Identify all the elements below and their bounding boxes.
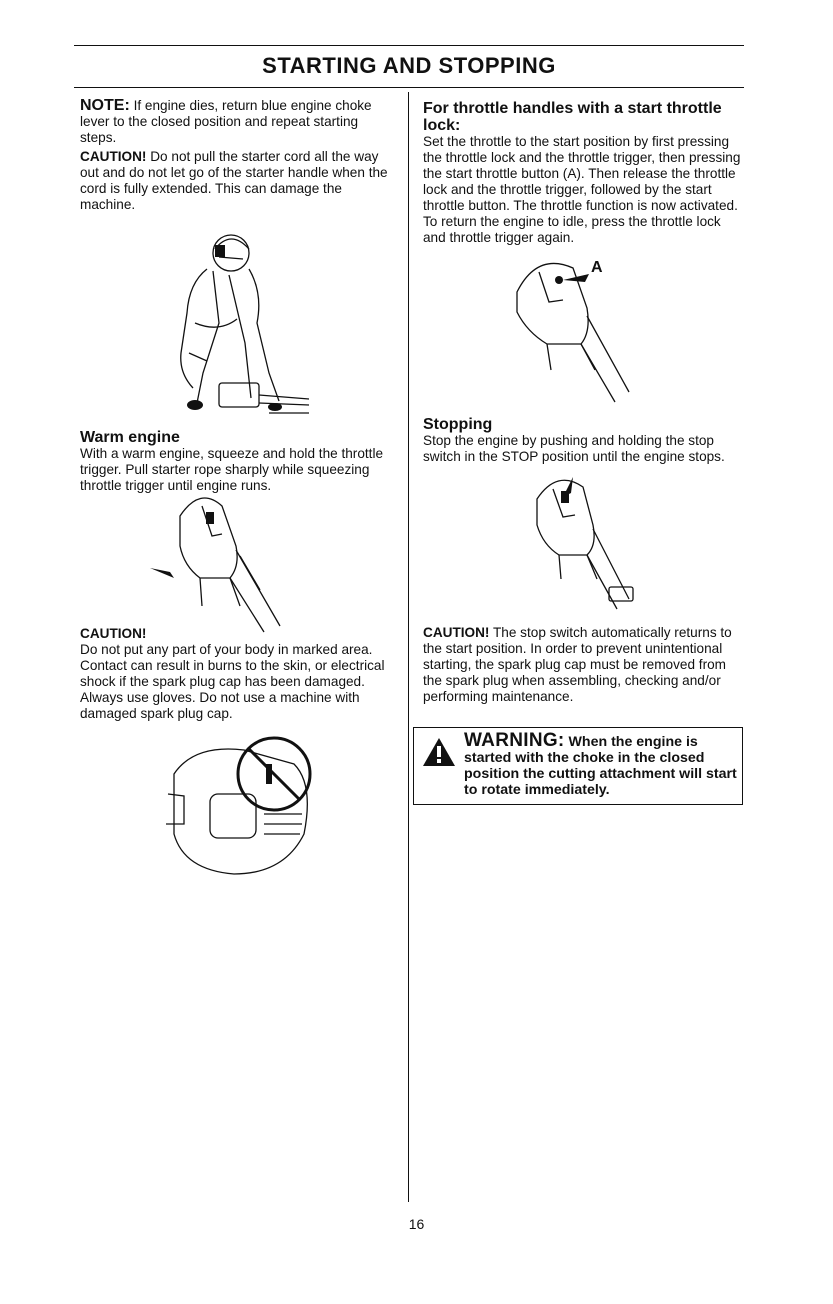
warning-label: WARNING:	[464, 730, 565, 751]
caution-starter-paragraph	[80, 149, 398, 213]
warning-text-block	[464, 730, 738, 798]
caution-label: CAUTION!	[80, 149, 147, 164]
note-text: If engine dies, return blue engine choke lever to the closed position and repeat starting steps.	[80, 98, 372, 145]
stopping-heading: Stopping	[423, 416, 493, 433]
caution-stop-text: The stop switch automatically returns to the start position. In order to prevent unintentional starting, the spark plug cap must be removed from the spark plug when assembling, checking and/or performing maintenance.	[423, 625, 732, 704]
page-title: STARTING AND STOPPING	[262, 53, 556, 78]
throttle-handle-squeeze-illustration	[140, 486, 300, 636]
callout-a-label: A	[591, 259, 603, 276]
stopping-text: Stop the engine by pushing and holding the stop switch in the STOP position until the engine stops.	[423, 433, 725, 464]
caution-burns-label: CAUTION!	[80, 626, 147, 641]
start-throttle-handle-illustration	[503, 252, 673, 422]
stop-switch-illustration	[513, 469, 663, 619]
engine-no-touch-illustration	[154, 734, 324, 884]
note-paragraph	[80, 98, 398, 146]
throttle-lock-text: Set the throttle to the start position by first pressing the throttle lock and the throttle trigger, then pressing the start throttle button (A). Then release the throttle lock and the throttle trigger, followed by the start throttle button. The throttle function is now activated. To return the engine to idle, press the throttle lock and throttle trigger again.	[423, 134, 741, 245]
warning-text: When the engine is started with the choke in the closed position the cutting attachment will start to rotate immediately.	[464, 734, 737, 798]
caution-text: Do not pull the starter cord all the way out and do not let go of the starter handle when the cord is fully extended. This can damage the machine.	[80, 149, 388, 212]
column-divider	[408, 92, 409, 1202]
right-column	[423, 100, 743, 805]
top-rule	[74, 45, 744, 46]
warm-engine-text: With a warm engine, squeeze and hold the throttle trigger. Pull starter rope sharply while squeezing throttle trigger until engine runs.	[80, 446, 384, 493]
title-underline	[74, 87, 744, 88]
caution-stop-paragraph	[423, 625, 743, 705]
warning-box	[413, 727, 743, 805]
page-number: 16	[408, 1216, 425, 1232]
caution-stop-label: CAUTION!	[423, 625, 490, 640]
note-label: NOTE:	[80, 97, 130, 114]
throttle-lock-heading: For throttle handles with a start throttle lock:	[423, 100, 722, 134]
person-starting-trimmer-illustration	[159, 223, 319, 423]
throttle-lock-figure	[423, 252, 743, 422]
left-column	[80, 98, 398, 884]
caution-burns-text: Do not put any part of your body in marked area. Contact can result in burns to the skin, or electrical shock if the spark plug cap has been damaged. Always use gloves. Do not use a machine with damaged spark plug cap.	[80, 642, 385, 721]
warm-engine-heading: Warm engine	[80, 429, 180, 446]
warning-triangle-icon	[422, 737, 456, 767]
